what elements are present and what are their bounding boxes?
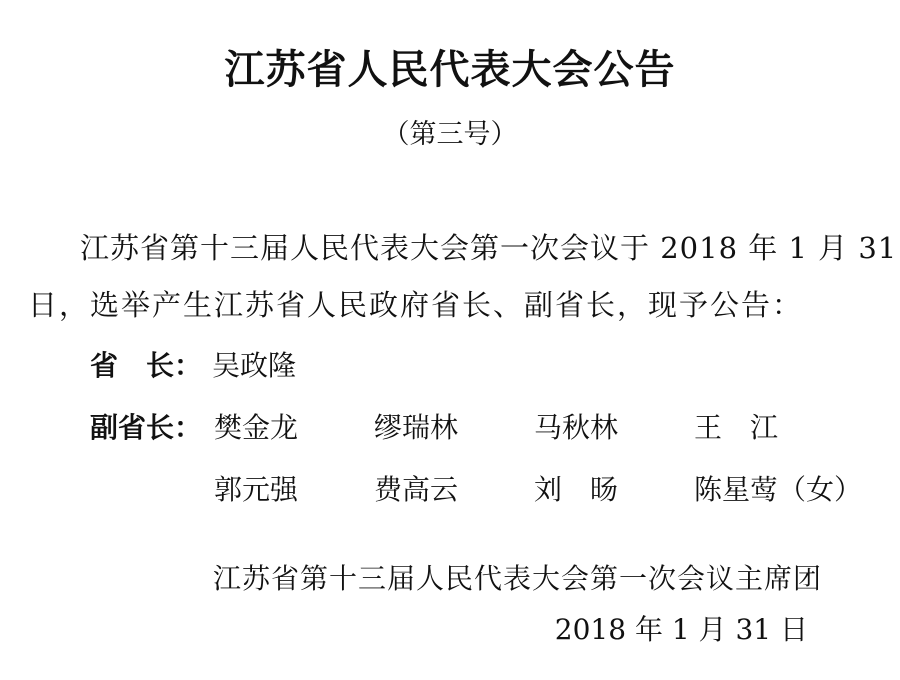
vice-governor-name: 马秋林 (534, 411, 619, 444)
notice-number: （第三号） (382, 119, 518, 150)
vice-governor-name: 郭元强 (214, 473, 299, 506)
governor-name: 吴政隆 (212, 349, 297, 382)
vice-governor-name: 王 江 (694, 411, 779, 444)
governor-label: 省 长： (90, 349, 203, 382)
issue-date: 2018 年 1 月 31 日 (554, 613, 808, 646)
body-paragraph-line-1: 江苏省第十三届人民代表大会第一次会议于 2018 年 1 月 31 (80, 231, 898, 265)
vice-governor-name: 樊金龙 (214, 411, 299, 444)
vice-governor-name: 陈星莺（女） (694, 473, 863, 506)
vice-governor-name: 费高云 (374, 473, 459, 506)
vice-governor-label: 副省长： (90, 411, 203, 444)
notice-title: 江苏省人民代表大会公告 (224, 47, 676, 93)
body-paragraph-line-2: 日，选举产生江苏省人民政府省长、副省长，现予公告： (28, 288, 804, 322)
vice-governor-name: 缪瑞林 (374, 411, 459, 444)
vice-governor-name: 刘 旸 (534, 473, 619, 506)
issuer-name: 江苏省第十三届人民代表大会第一次会议主席团 (213, 562, 823, 595)
